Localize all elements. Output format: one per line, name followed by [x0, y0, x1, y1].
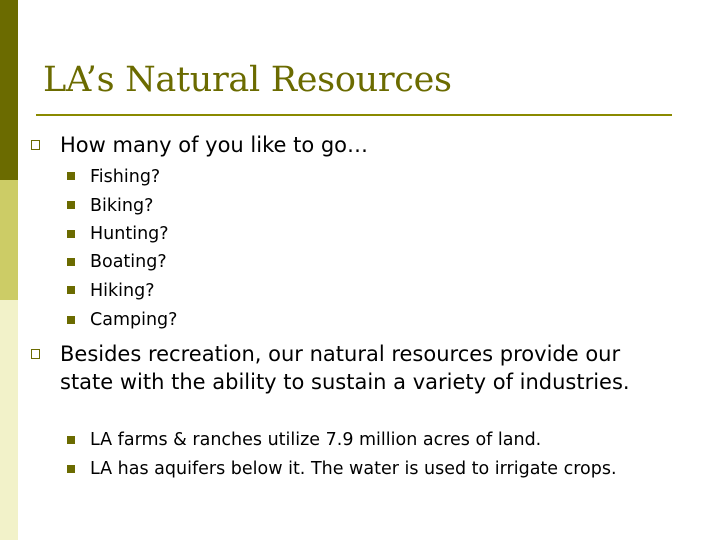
subbullet-text: Fishing?: [90, 167, 161, 187]
bullet-text: How many of you like to go…: [60, 133, 369, 157]
subbullet-text: LA has aquifers below it. The water is used to irrigate crops.: [90, 459, 617, 479]
square-bullet-icon: [67, 436, 75, 444]
subbullet-text: Biking?: [90, 196, 154, 216]
square-bullet-icon: [31, 349, 40, 359]
subbullet-text: Camping?: [90, 310, 178, 330]
square-bullet-icon: [67, 258, 75, 266]
square-bullet-icon: [67, 316, 75, 324]
subbullet-text: Hunting?: [90, 224, 169, 244]
subbullet-text: Hiking?: [90, 281, 155, 301]
bullet-text: Besides recreation, our natural resources provide our state with the ability to sustain a variety of industries.: [60, 342, 630, 394]
square-bullet-icon: [67, 465, 75, 473]
subbullet-text: Boating?: [90, 252, 167, 272]
square-bullet-icon: [67, 201, 75, 209]
square-bullet-icon: [31, 140, 40, 150]
square-bullet-icon: [67, 286, 75, 294]
square-bullet-icon: [67, 172, 75, 180]
subbullet-text: LA farms & ranches utilize 7.9 million acres of land.: [90, 430, 542, 450]
square-bullet-icon: [67, 230, 75, 238]
slide-title: LA’s Natural Resources: [43, 60, 452, 100]
